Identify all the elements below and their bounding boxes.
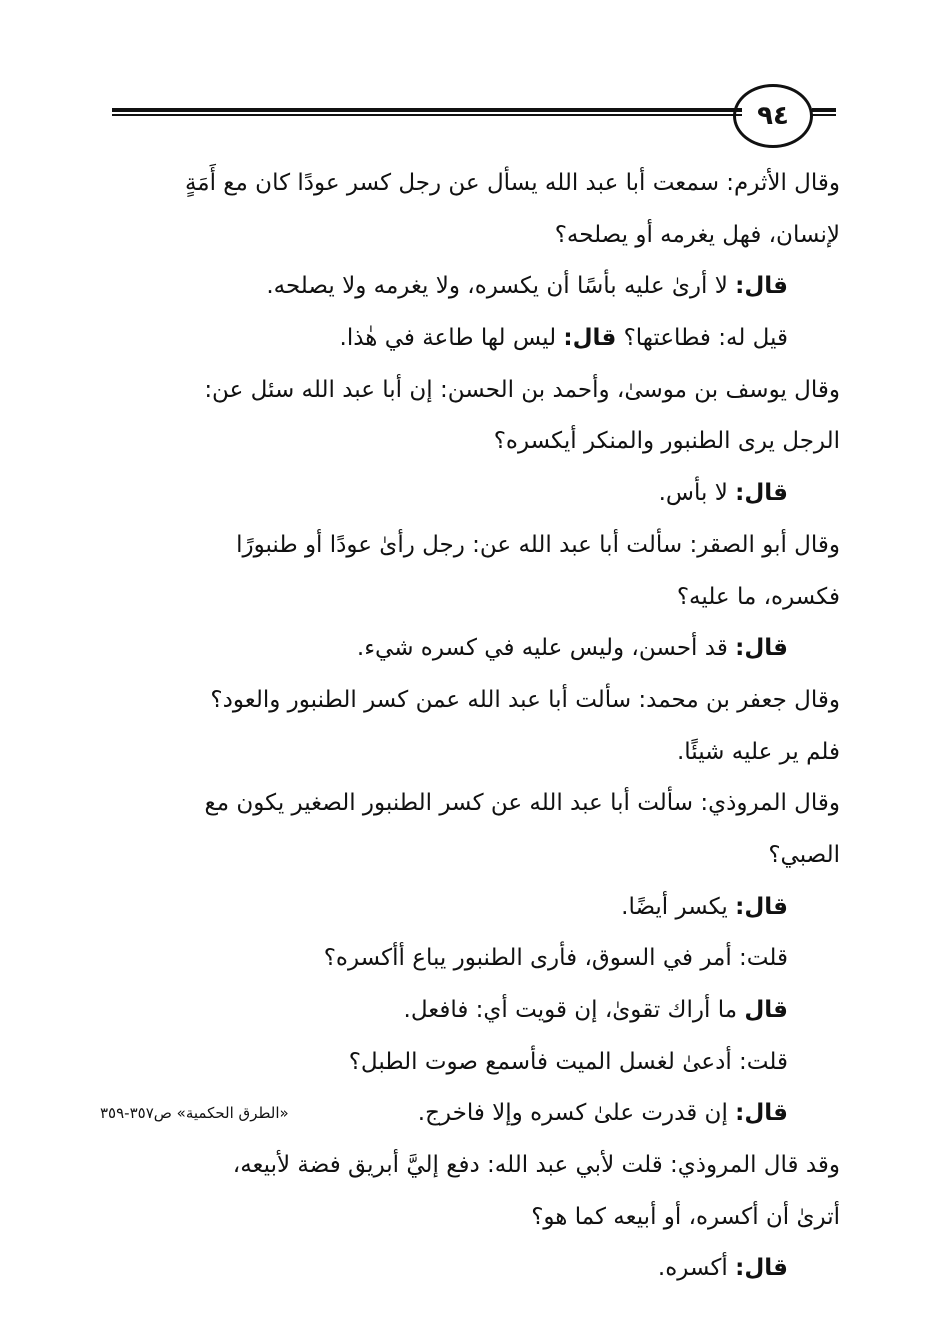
body-text bbox=[100, 158, 840, 1295]
line-text: قلت: أمر في السوق، فأرى الطنبور يباع أأكسره؟ bbox=[323, 945, 788, 972]
page-number: ٩٤ bbox=[757, 101, 789, 131]
line-text: وقال الأثرم: سمعت أبا عبد الله يسأل عن رجل كسر عودًا كان مع أَمَةٍ bbox=[184, 170, 840, 196]
text-line bbox=[100, 1243, 840, 1295]
header-rule-left bbox=[112, 108, 742, 117]
text-line bbox=[100, 520, 840, 572]
speaker-label: قال: bbox=[735, 480, 788, 507]
line-text: لا بأس. bbox=[658, 480, 736, 507]
text-line bbox=[100, 882, 840, 934]
line-text: يكسر أيضًا. bbox=[621, 893, 736, 920]
speaker-label: قال: bbox=[735, 635, 788, 662]
text-line bbox=[100, 778, 840, 830]
source-reference: «الطرق الحكمية» ص٣٥٧-٣٥٩ bbox=[100, 1104, 289, 1123]
text-line bbox=[100, 830, 840, 882]
text-line bbox=[100, 675, 840, 727]
text-line bbox=[100, 1037, 840, 1089]
text-line bbox=[100, 468, 840, 520]
line-text: الرجل يرى الطنبور والمنكر أيكسره؟ bbox=[493, 428, 840, 455]
speaker-label: قال: bbox=[735, 273, 788, 300]
line-text: أكسره. bbox=[657, 1255, 736, 1282]
line-text: وقد قال المروذي: قلت لأبي عبد الله: دفع إليَّ أبريق فضة لأبيعه، bbox=[232, 1152, 840, 1179]
line-text: لا أرىٰ عليه بأسًا أن يكسره، ولا يغرمه ولا يصلحه. bbox=[266, 273, 736, 300]
text-line bbox=[100, 261, 840, 313]
line-text: وقال جعفر بن محمد: سألت أبا عبد الله عمن كسر الطنبور والعود؟ bbox=[210, 686, 840, 713]
line-text: فلم ير عليه شيئًا. bbox=[676, 738, 840, 765]
text-line bbox=[100, 572, 840, 624]
text-line bbox=[100, 416, 840, 468]
speaker-label: قال: bbox=[563, 325, 617, 352]
text-line bbox=[100, 933, 840, 985]
text-line bbox=[100, 365, 840, 417]
line-text: الصبي؟ bbox=[768, 841, 840, 868]
text-line bbox=[100, 1088, 840, 1140]
text-line bbox=[100, 623, 840, 675]
text-line bbox=[100, 210, 840, 262]
line-text: ليس لها طاعة في هٰذا. bbox=[339, 325, 564, 352]
line-text: وقال المروذي: سألت أبا عبد الله عن كسر الطنبور الصغير يكون مع bbox=[204, 790, 840, 817]
text-line bbox=[100, 1140, 840, 1192]
line-text: إن قدرت علىٰ كسره وإلا فاخرج. bbox=[417, 1100, 736, 1127]
line-text: أترىٰ أن أكسره، أو أبيعه كما هو؟ bbox=[531, 1203, 840, 1230]
text-line bbox=[100, 727, 840, 779]
text-line bbox=[100, 1192, 840, 1244]
line-text: لإنسان، فهل يغرمه أو يصلحه؟ bbox=[554, 221, 840, 248]
header-rule-right bbox=[812, 108, 836, 117]
speaker-label: قال: bbox=[735, 893, 788, 920]
line-text: فكسره، ما عليه؟ bbox=[676, 583, 840, 610]
text-line bbox=[100, 313, 840, 365]
text-line bbox=[100, 158, 840, 210]
line-text: وقال يوسف بن موسىٰ، وأحمد بن الحسن: إن أبا عبد الله سئل عن: bbox=[204, 376, 840, 403]
speaker-label: قال: bbox=[735, 1255, 788, 1282]
line-text: قد أحسن، وليس عليه في كسره شيء. bbox=[356, 635, 736, 662]
page-number-badge bbox=[733, 84, 813, 148]
line-text: ما أراك تقوىٰ، إن قويت أي: فافعل. bbox=[403, 997, 745, 1023]
speaker-label: قال bbox=[744, 997, 788, 1023]
line-text: قلت: أدعىٰ لغسل الميت فأسمع صوت الطبل؟ bbox=[348, 1048, 788, 1075]
text-line bbox=[100, 985, 840, 1037]
line-text: قيل له: فطاعتها؟ bbox=[616, 325, 788, 352]
line-text: وقال أبو الصقر: سألت أبا عبد الله عن: رجل رأىٰ عودًا أو طنبورًا bbox=[236, 531, 840, 558]
speaker-label: قال: bbox=[735, 1100, 788, 1127]
